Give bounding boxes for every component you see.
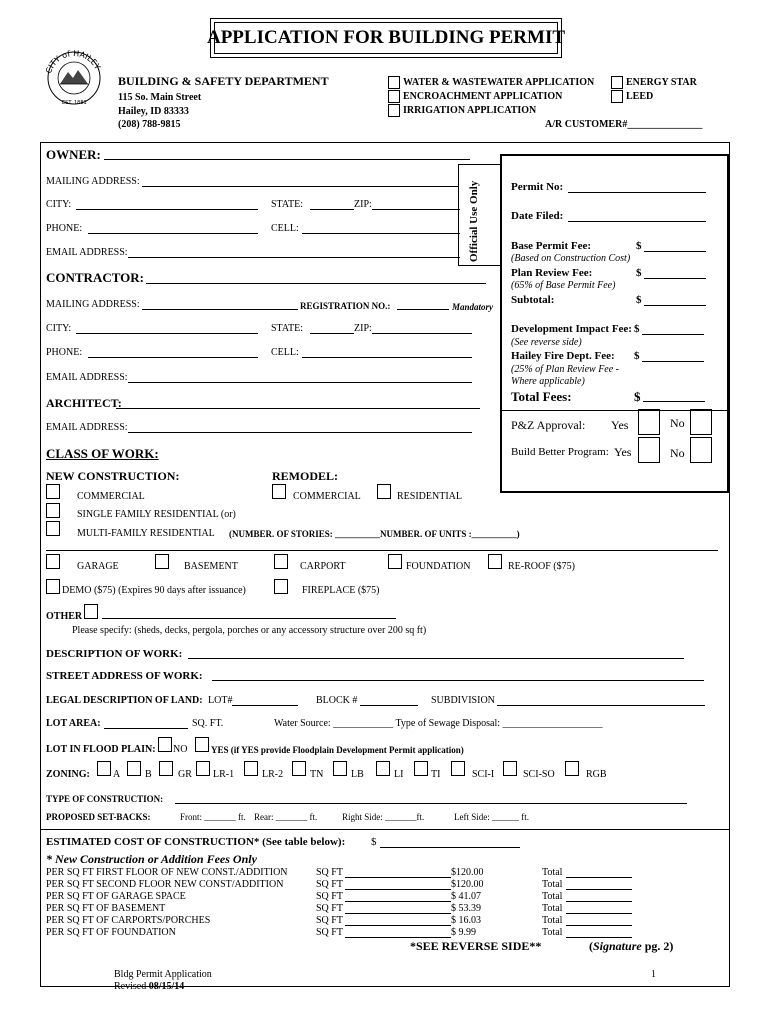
garage-checkbox[interactable] xyxy=(46,554,60,569)
description-label: DESCRIPTION OF WORK: xyxy=(46,648,183,660)
other-field[interactable] xyxy=(102,618,396,619)
zoning-li-checkbox[interactable] xyxy=(376,761,390,776)
base-fee-note: (Based on Construction Cost) xyxy=(511,253,631,264)
stories-units[interactable]: (NUMBER. OF STORIES: __________NUMBER. OF UNITS :__________) xyxy=(229,529,520,539)
cost-row-sqft-label: SQ FT xyxy=(316,903,343,914)
owner-zip-field[interactable] xyxy=(372,209,460,210)
fireplace-checkbox[interactable] xyxy=(274,579,288,594)
build-better-label: Build Better Program: xyxy=(511,446,609,458)
description-field[interactable] xyxy=(188,658,684,659)
fire-fee-field[interactable] xyxy=(642,361,704,362)
zoning-a-checkbox[interactable] xyxy=(97,761,111,776)
cost-row-label: PER SQ FT FIRST FLOOR OF NEW CONST./ADDITION xyxy=(46,867,288,878)
cost-row-total-label: Total xyxy=(542,879,563,890)
architect-email-label: EMAIL ADDRESS: xyxy=(46,422,128,433)
footer-line1: Bldg Permit Application xyxy=(114,969,212,980)
demo-checkbox[interactable] xyxy=(46,579,60,594)
contractor-cell-field[interactable] xyxy=(302,357,472,358)
registration-field[interactable] xyxy=(397,309,449,310)
contractor-cell-label: CELL: xyxy=(271,347,299,358)
garage-label: GARAGE xyxy=(77,561,119,572)
owner-zip-label: ZIP: xyxy=(354,199,372,210)
owner-state-field[interactable] xyxy=(310,209,354,210)
class-of-work-heading: CLASS OF WORK: xyxy=(46,446,159,461)
city-seal-logo xyxy=(40,44,108,106)
owner-field[interactable] xyxy=(104,159,470,160)
remodel-residential-checkbox[interactable] xyxy=(377,484,391,499)
mandatory-note: Mandatory xyxy=(452,302,494,312)
zoning-ti-checkbox[interactable] xyxy=(414,761,428,776)
cost-row-total-label: Total xyxy=(542,891,563,902)
dev-impact-field[interactable] xyxy=(642,334,704,335)
carport-label: CARPORT xyxy=(300,561,346,572)
department-name: BUILDING & SAFETY DEPARTMENT xyxy=(118,74,329,88)
cost-row-total-field[interactable] xyxy=(566,877,632,878)
flood-plain-label: LOT IN FLOOD PLAIN: xyxy=(46,744,156,755)
zoning-rgb-checkbox[interactable] xyxy=(565,761,579,776)
irrigation-checkbox[interactable] xyxy=(388,104,400,117)
owner-phone-label: PHONE: xyxy=(46,223,83,234)
cost-row-rate: $ 53.39 xyxy=(451,903,481,914)
owner-state-label: STATE: xyxy=(271,199,303,210)
subtotal-field[interactable] xyxy=(644,305,706,306)
energy-star-checkbox[interactable] xyxy=(611,76,623,89)
footer-revised-date: 08/15/14 xyxy=(148,981,185,992)
basement-label: BASEMENT xyxy=(184,561,238,572)
fire-fee-note1: (25% of Plan Review Fee - xyxy=(511,364,620,375)
encroachment-label: ENCROACHMENT APPLICATION xyxy=(403,91,563,102)
subtotal-label: Subtotal: xyxy=(511,294,555,306)
owner-mailing-field[interactable] xyxy=(142,186,458,187)
zoning-rgb-label: RGB xyxy=(586,769,607,780)
street-field[interactable] xyxy=(212,680,704,681)
zoning-tn-checkbox[interactable] xyxy=(292,761,306,776)
architect-label: ARCHITECT: xyxy=(46,396,122,410)
lot-field[interactable] xyxy=(232,705,298,706)
plan-review-label: Plan Review Fee: xyxy=(511,267,593,279)
pz-yes-checkbox[interactable] xyxy=(638,409,660,435)
footer-line2: Revised 08/15/14 xyxy=(114,981,185,992)
cost-row-rate: $120.00 xyxy=(451,879,484,890)
type-construction-field[interactable] xyxy=(175,803,687,804)
page-number: 1 xyxy=(651,969,656,980)
owner-phone-field[interactable] xyxy=(88,233,258,234)
other-specify-note: Please specify: (sheds, decks, pergola, porches or any accessory structure over 200 sq ft) xyxy=(72,625,427,636)
owner-mailing-label: MAILING ADDRESS: xyxy=(46,176,140,187)
cost-row-total-field[interactable] xyxy=(566,913,632,914)
contractor-zip-label: ZIP: xyxy=(354,323,372,334)
setback-front[interactable]: Front: _______ ft. xyxy=(180,812,246,822)
registration-label: REGISTRATION NO.: xyxy=(300,301,391,311)
base-fee-dollar: $ xyxy=(636,240,642,252)
lot-area-field[interactable] xyxy=(104,728,188,729)
zoning-gr-label: GR xyxy=(178,769,192,780)
setback-left[interactable]: Left Side: ______ ft. xyxy=(454,812,529,822)
title-box xyxy=(206,18,566,58)
lot-area-label: LOT AREA: xyxy=(46,718,101,729)
zoning-sci-so-checkbox[interactable] xyxy=(503,761,517,776)
class-divider xyxy=(46,550,718,551)
owner-cell-label: CELL: xyxy=(271,223,299,234)
remodel-residential-label: RESIDENTIAL xyxy=(397,491,462,502)
zoning-tn-label: TN xyxy=(310,769,324,780)
cost-row-total-label: Total xyxy=(542,915,563,926)
bb-yes-checkbox[interactable] xyxy=(638,437,660,463)
subdivision-field[interactable] xyxy=(497,705,705,706)
multi-family-checkbox[interactable] xyxy=(46,521,60,536)
irrigation-label: IRRIGATION APPLICATION xyxy=(403,105,537,116)
basement-checkbox[interactable] xyxy=(155,554,169,569)
cost-row-total-field[interactable] xyxy=(566,889,632,890)
cost-row-sqft-label: SQ FT xyxy=(316,867,343,878)
lot-label: LOT# xyxy=(208,695,233,706)
zoning-lb-checkbox[interactable] xyxy=(333,761,347,776)
demo-label: DEMO ($75) (Expires 90 days after issuance) xyxy=(62,585,246,596)
leed-label: LEED xyxy=(626,91,654,102)
cost-row-total-field[interactable] xyxy=(566,937,632,938)
reroof-label: RE-ROOF ($75) xyxy=(508,561,575,572)
total-fees-label: Total Fees: xyxy=(511,389,572,404)
sqft-label: SQ. FT. xyxy=(192,718,224,729)
cost-row-label: PER SQ FT OF BASEMENT xyxy=(46,903,166,914)
zoning-sci-i-checkbox[interactable] xyxy=(451,761,465,776)
cost-row-total-label: Total xyxy=(542,903,563,914)
zoning-ti-label: TI xyxy=(431,769,441,780)
cost-row-rate: $120.00 xyxy=(451,867,484,878)
contractor-label: CONTRACTOR: xyxy=(46,270,144,285)
zoning-label: ZONING: xyxy=(46,769,90,780)
fireplace-label: FIREPLACE ($75) xyxy=(302,585,380,596)
remodel-commercial-checkbox[interactable] xyxy=(272,484,286,499)
owner-city-label: CITY: xyxy=(46,199,72,210)
cost-row-sqft-label: SQ FT xyxy=(316,927,343,938)
dev-impact-note: (See reverse side) xyxy=(511,337,582,348)
cost-row-sqft-field[interactable] xyxy=(345,913,451,914)
cost-row-sqft-label: SQ FT xyxy=(316,891,343,902)
plan-review-field[interactable] xyxy=(644,278,706,279)
bb-yes-label: Yes xyxy=(614,445,632,459)
cost-row-sqft-field[interactable] xyxy=(345,877,451,878)
cost-row-total-label: Total xyxy=(542,867,563,878)
remodel-label: REMODEL: xyxy=(272,469,338,483)
water-app-label: WATER & WASTEWATER APPLICATION xyxy=(403,77,595,88)
base-fee-label: Base Permit Fee: xyxy=(511,240,592,252)
cost-row-label: PER SQ FT SECOND FLOOR NEW CONST/ADDITION xyxy=(46,879,284,890)
owner-email-field[interactable] xyxy=(128,257,460,258)
fees-heading: * New Construction or Addition Fees Only xyxy=(46,852,257,866)
cost-row-rate: $ 41.07 xyxy=(451,891,481,902)
zoning-lr-2-checkbox[interactable] xyxy=(244,761,258,776)
owner-city-field[interactable] xyxy=(76,209,258,210)
zoning-b-checkbox[interactable] xyxy=(127,761,141,776)
dev-impact-label: Development Impact Fee: xyxy=(511,323,632,335)
contractor-mailing-label: MAILING ADDRESS: xyxy=(46,299,140,310)
owner-email-label: EMAIL ADDRESS: xyxy=(46,247,128,258)
zoning-lr-1-checkbox[interactable] xyxy=(196,761,210,776)
block-label: BLOCK # xyxy=(316,695,358,706)
ar-customer[interactable]: A/R CUSTOMER#_______________ xyxy=(545,119,703,130)
dept-address2: Hailey, ID 83333 xyxy=(118,106,189,117)
block-field[interactable] xyxy=(360,705,418,706)
estimated-cost-label: ESTIMATED COST OF CONSTRUCTION* (See table below): xyxy=(46,836,346,848)
zoning-lr-2-label: LR-2 xyxy=(262,769,284,780)
dev-impact-dollar: $ xyxy=(634,323,640,335)
permit-no-label: Permit No: xyxy=(511,181,564,193)
dept-address1: 115 So. Main Street xyxy=(118,92,202,103)
zoning-li-label: LI xyxy=(394,769,404,780)
date-filed-field[interactable] xyxy=(568,221,706,222)
type-construction-label: TYPE OF CONSTRUCTION: xyxy=(46,794,164,804)
remodel-commercial-label: COMMERCIAL xyxy=(293,491,361,502)
cost-row-sqft-field[interactable] xyxy=(345,889,451,890)
setback-rear[interactable]: Rear: _______ ft. xyxy=(254,812,318,822)
commercial-checkbox[interactable] xyxy=(46,484,60,499)
single-family-label: SINGLE FAMILY RESIDENTIAL (or) xyxy=(77,509,236,520)
dept-phone: (208) 788-9815 xyxy=(118,119,181,130)
contractor-state-field[interactable] xyxy=(310,333,354,334)
pz-no-checkbox[interactable] xyxy=(690,409,712,435)
foundation-checkbox[interactable] xyxy=(388,554,402,569)
zoning-a-label: A xyxy=(113,769,121,780)
pz-approval-label: P&Z Approval: xyxy=(511,418,586,432)
signature-note: (Signature pg. 2) xyxy=(589,939,674,953)
page-title: APPLICATION FOR BUILDING PERMIT xyxy=(214,22,558,54)
cost-row-label: PER SQ FT OF FOUNDATION xyxy=(46,927,176,938)
legal-label: LEGAL DESCRIPTION OF LAND: xyxy=(46,695,203,706)
see-reverse-note: *SEE REVERSE SIDE** xyxy=(410,939,542,953)
total-fees-dollar: $ xyxy=(634,389,641,404)
flood-no-checkbox[interactable] xyxy=(158,737,172,752)
single-family-checkbox[interactable] xyxy=(46,503,60,518)
base-fee-field[interactable] xyxy=(644,251,706,252)
contractor-phone-field[interactable] xyxy=(88,357,258,358)
contractor-field[interactable] xyxy=(146,283,486,284)
zoning-lr-1-label: LR-1 xyxy=(213,769,235,780)
setbacks-label: PROPOSED SET-BACKS: xyxy=(46,812,151,822)
permit-no-field[interactable] xyxy=(568,192,706,193)
cost-row-sqft-label: SQ FT xyxy=(316,915,343,926)
pz-no-label: No xyxy=(670,416,685,430)
plan-review-dollar: $ xyxy=(636,267,642,279)
zoning-lb-label: LB xyxy=(351,769,364,780)
zoning-gr-checkbox[interactable] xyxy=(159,761,173,776)
commercial-label: COMMERCIAL xyxy=(77,491,145,502)
flood-yes-label: YES (if YES provide Floodplain Development Permit application) xyxy=(211,745,464,755)
cost-row-sqft-field[interactable] xyxy=(345,925,451,926)
water-source-line[interactable]: Water Source: ____________ Type of Sewage Disposal: ____________________ xyxy=(274,718,603,729)
foundation-label: FOUNDATION xyxy=(406,561,471,572)
cost-row-sqft-field[interactable] xyxy=(345,901,451,902)
pz-yes-label: Yes xyxy=(611,418,629,432)
cost-row-total-field[interactable] xyxy=(566,925,632,926)
architect-field[interactable] xyxy=(116,408,480,409)
carport-checkbox[interactable] xyxy=(274,554,288,569)
contractor-email-field[interactable] xyxy=(128,382,472,383)
fire-fee-note2: Where applicable) xyxy=(511,376,585,387)
estimated-cost-dollar: $ xyxy=(371,836,377,848)
setback-right[interactable]: Right Side: _______ft. xyxy=(342,812,425,822)
zoning-b-label: B xyxy=(145,769,152,780)
contractor-phone-label: PHONE: xyxy=(46,347,83,358)
reroof-checkbox[interactable] xyxy=(488,554,502,569)
plan-review-note: (65% of Base Permit Fee) xyxy=(511,280,616,291)
signature-word: Signature xyxy=(593,939,642,953)
total-fees-field[interactable] xyxy=(643,401,705,402)
zoning-sci-so-label: SCI-SO xyxy=(523,769,555,780)
zoning-sci-i-label: SCI-I xyxy=(472,769,495,780)
cost-row-rate: $ 9.99 xyxy=(451,927,476,938)
contractor-email-label: EMAIL ADDRESS: xyxy=(46,372,128,383)
contractor-city-label: CITY: xyxy=(46,323,72,334)
cost-row-rate: $ 16.03 xyxy=(451,915,481,926)
fire-fee-label: Hailey Fire Dept. Fee: xyxy=(511,350,615,362)
architect-email-field[interactable] xyxy=(128,432,472,433)
cost-row-sqft-label: SQ FT xyxy=(316,879,343,890)
cost-row-total-label: Total xyxy=(542,927,563,938)
water-app-checkbox[interactable] xyxy=(388,76,400,89)
encroachment-checkbox[interactable] xyxy=(388,90,400,103)
new-construction-label: NEW CONSTRUCTION: xyxy=(46,469,180,483)
cost-row-label: PER SQ FT OF CARPORTS/PORCHES xyxy=(46,915,211,926)
bb-no-label: No xyxy=(670,446,685,460)
contractor-city-field[interactable] xyxy=(76,333,258,334)
fire-fee-dollar: $ xyxy=(634,350,640,362)
energy-star-label: ENERGY STAR xyxy=(626,77,697,88)
other-checkbox[interactable] xyxy=(84,604,98,619)
contractor-mailing-field[interactable] xyxy=(142,309,298,310)
svg-text:CITY of HAILEY: CITY of HAILEY xyxy=(44,48,103,75)
contractor-zip-field[interactable] xyxy=(372,333,472,334)
official-use-label: Official Use Only xyxy=(468,180,480,262)
flood-yes-checkbox[interactable] xyxy=(195,737,209,752)
leed-checkbox[interactable] xyxy=(611,90,623,103)
flood-no-label: NO xyxy=(173,744,188,755)
owner-cell-field[interactable] xyxy=(302,233,460,234)
cost-row-label: PER SQ FT OF GARAGE SPACE xyxy=(46,891,186,902)
multi-family-label: MULTI-FAMILY RESIDENTIAL xyxy=(77,528,215,539)
cost-row-sqft-field[interactable] xyxy=(345,937,451,938)
cost-divider xyxy=(40,829,730,830)
date-filed-label: Date Filed: xyxy=(511,210,564,222)
owner-label: OWNER: xyxy=(46,147,101,162)
subtotal-dollar: $ xyxy=(636,294,642,306)
street-label: STREET ADDRESS OF WORK: xyxy=(46,670,203,682)
subdivision-label: SUBDIVISION xyxy=(431,695,495,706)
estimated-cost-field[interactable] xyxy=(380,847,520,848)
other-label: OTHER xyxy=(46,611,83,622)
cost-row-total-field[interactable] xyxy=(566,901,632,902)
svg-text:EST. 1881: EST. 1881 xyxy=(62,100,87,106)
contractor-state-label: STATE: xyxy=(271,323,303,334)
bb-no-checkbox[interactable] xyxy=(690,437,712,463)
